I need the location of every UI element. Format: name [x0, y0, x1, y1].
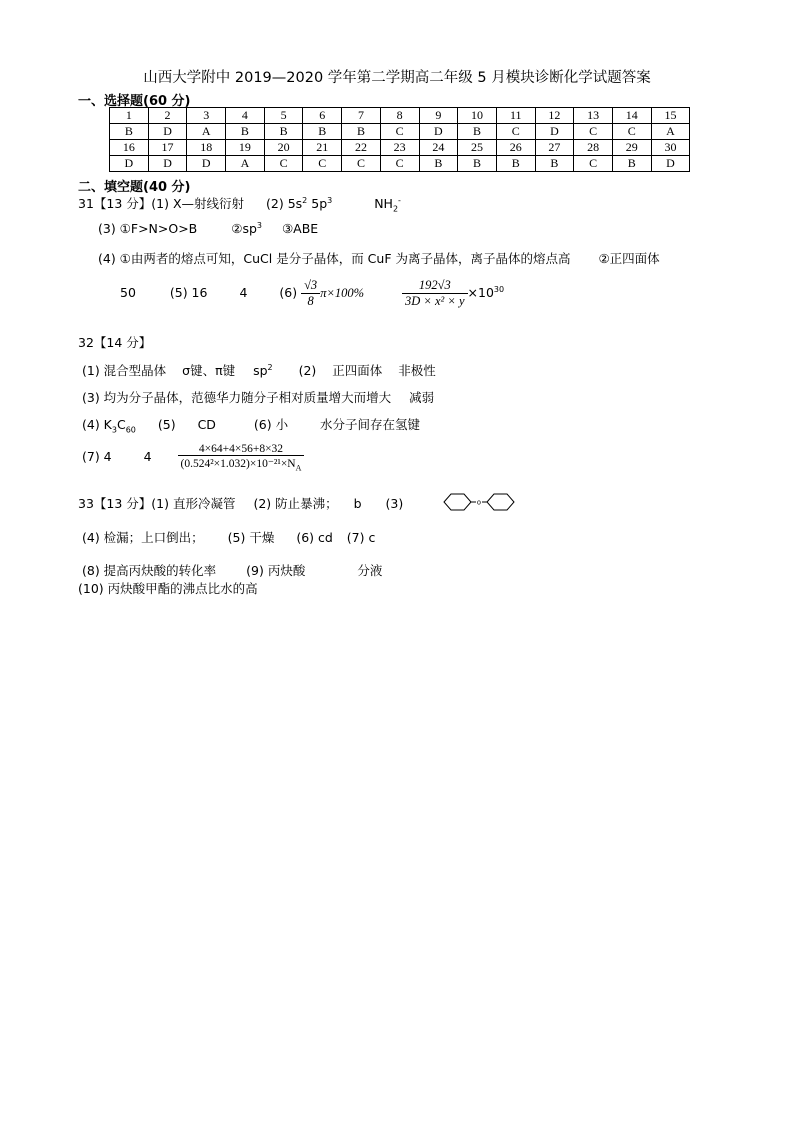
q31-answer-3-abe: ③ABE — [281, 221, 319, 237]
q31-nh-text: NH — [374, 196, 393, 211]
table-cell: C — [574, 124, 613, 140]
fraction-numerator: √3 — [301, 278, 320, 294]
table-cell: C — [612, 124, 651, 140]
q31-answer-2 — [266, 196, 332, 211]
fraction-denominator: 3D × x² × y — [405, 294, 465, 308]
q32-answer-7-b: 4 — [143, 449, 152, 465]
q32-sp-sup: 2 — [267, 362, 273, 372]
table-cell: 6 — [303, 108, 342, 124]
table-cell: 22 — [342, 140, 381, 156]
q32-k-text: (4) K — [82, 417, 112, 432]
q33-line-2 — [82, 528, 375, 546]
q31-sp-text: ②sp — [231, 221, 257, 237]
q32-heading: 32【14 分】 — [78, 335, 152, 350]
q31-heading: 31【13 分】 — [78, 196, 152, 211]
fraction-denominator: (0.524²×1.032)×10⁻²¹×N — [180, 458, 296, 470]
q31-nh-sub: 2 — [392, 204, 399, 214]
q31-answer-4-number: 50 — [120, 285, 136, 300]
q32-answer-7: (7) 4 — [82, 449, 112, 465]
q32-line-3 — [82, 415, 420, 435]
q32-line-2 — [82, 388, 434, 406]
q33-answer-2: (2) 防止暴沸； — [253, 496, 338, 511]
q31-answer-5: (5) 16 — [169, 285, 208, 300]
table-cell: 23 — [380, 140, 419, 156]
q32-answer-5-label: (5) — [157, 417, 176, 432]
q33-line-1 — [78, 494, 403, 512]
table-cell: 21 — [303, 140, 342, 156]
table-cell: 15 — [651, 108, 690, 124]
table-cell: 12 — [535, 108, 574, 124]
q31-answer-3-hybrid — [231, 221, 262, 236]
q31-line-3 — [98, 249, 660, 267]
table-cell: D — [148, 156, 187, 172]
table-cell: 16 — [110, 140, 149, 156]
table-cell: A — [187, 124, 226, 140]
table-cell: B — [264, 124, 303, 140]
q33-answer-3-label: (3) — [385, 496, 404, 511]
fraction-numerator: 192√3 — [402, 278, 468, 294]
q33-answer-6: (6) cd — [296, 530, 333, 545]
table-cell: 9 — [419, 108, 458, 124]
q32-answer-2-shape: 正四面体 — [332, 363, 383, 378]
table-row — [110, 108, 690, 124]
q31-exponent: 30 — [493, 284, 505, 294]
q33-answer-2-b: b — [353, 496, 362, 511]
table-cell: 1 — [110, 108, 149, 124]
table-cell: B — [535, 156, 574, 172]
q31-sp-sup: 3 — [256, 221, 262, 230]
table-cell: C — [303, 156, 342, 172]
q33-answer-4: (4) 检漏；上口倒出； — [82, 530, 204, 545]
q33-line-4: (10) 丙炔酸甲酯的沸点比水的高 — [78, 581, 258, 596]
q31-answer-3-order: (3) ①F>N>O>B — [98, 221, 198, 237]
q31-line-1 — [78, 194, 401, 214]
table-cell: A — [651, 124, 690, 140]
table-cell: B — [226, 124, 265, 140]
q32-k-sub: 3 — [111, 425, 117, 435]
table-cell: C — [496, 124, 535, 140]
fraction-denominator: 8 — [307, 294, 314, 308]
table-cell: C — [380, 156, 419, 172]
section-multiple-choice-heading: 一、选择题(60 分) — [78, 94, 191, 109]
q32-answer-3-trend: 减弱 — [409, 390, 435, 405]
q31-line-2 — [98, 221, 318, 236]
answer-table — [109, 107, 690, 172]
table-cell: 27 — [535, 140, 574, 156]
q32-answer-2-label: (2) — [298, 363, 317, 378]
q32-answer-6: (6) 小 — [253, 417, 289, 432]
q31-answer-2-sup1: 2 — [302, 195, 308, 205]
table-cell: D — [651, 156, 690, 172]
table-cell: 2 — [148, 108, 187, 124]
table-cell: C — [574, 156, 613, 172]
table-cell: B — [612, 156, 651, 172]
q32-answer-5: CD — [197, 417, 216, 432]
q31-nh-sup: - — [398, 195, 401, 205]
q33-heading: 33【13 分】 — [78, 496, 152, 511]
q32-answer-4 — [82, 417, 136, 435]
table-cell: 10 — [458, 108, 497, 124]
table-cell: 18 — [187, 140, 226, 156]
table-cell: B — [110, 124, 149, 140]
q31-fraction-1 — [301, 278, 320, 309]
table-cell: 28 — [574, 140, 613, 156]
table-cell: 19 — [226, 140, 265, 156]
table-cell: C — [380, 124, 419, 140]
table-cell: B — [419, 156, 458, 172]
q31-fraction-2 — [402, 278, 468, 309]
fraction-denominator-wrap — [178, 456, 305, 472]
svg-text:o: o — [477, 499, 481, 507]
table-row — [110, 156, 690, 172]
table-cell: B — [496, 156, 535, 172]
q32-sp-text: sp — [253, 363, 268, 378]
table-cell: 24 — [419, 140, 458, 156]
table-cell: 11 — [496, 108, 535, 124]
q32-line-4 — [82, 443, 304, 472]
table-cell: 13 — [574, 108, 613, 124]
q33-answer-9: (9) 丙炔酸 — [246, 563, 306, 578]
page-title: 山西大学附中 2019—2020 学年第二学期高二年级 5 月模块诊断化学试题答案 — [143, 70, 651, 86]
table-cell: A — [226, 156, 265, 172]
ether-structure-diagram — [442, 491, 516, 513]
table-cell: 25 — [458, 140, 497, 156]
fraction-numerator: 4×64+4×56+8×32 — [178, 443, 305, 456]
table-cell: B — [342, 124, 381, 140]
table-cell: 20 — [264, 140, 303, 156]
table-cell: 17 — [148, 140, 187, 156]
q31-answer-4-shape: ②正四面体 — [598, 251, 660, 266]
q31-answer-2-sup2: 3 — [327, 195, 333, 205]
table-cell: B — [303, 124, 342, 140]
table-cell: 7 — [342, 108, 381, 124]
table-cell: 5 — [264, 108, 303, 124]
table-cell: D — [535, 124, 574, 140]
q31-answer-1: (1) X—射线衍射 — [151, 196, 245, 211]
q32-answer-2-polarity: 非极性 — [398, 363, 436, 378]
table-row — [110, 140, 690, 156]
q32-fraction — [178, 443, 305, 472]
q31-answer-4-reason: (4) ①由两者的熔点可知，CuCl 是分子晶体，而 CuF 为离子晶体，离子晶体的熔点高 — [98, 251, 571, 266]
q31-answer-5-b: 4 — [239, 285, 248, 300]
q32-answer-1-bonds: σ键、π键 — [182, 363, 236, 378]
table-cell: 4 — [226, 108, 265, 124]
q32-c-sub: 60 — [125, 425, 136, 435]
table-cell: 3 — [187, 108, 226, 124]
q31-times-ten: ×10 — [467, 285, 494, 300]
q32-line-1 — [82, 361, 436, 379]
q31-fraction-1-tail: π×100% — [320, 286, 365, 300]
q32-c-text: C — [116, 417, 126, 432]
table-cell: D — [187, 156, 226, 172]
q32-answer-3: (3) 均为分子晶体，范德华力随分子相对质量增大而增大 — [82, 390, 392, 405]
table-row — [110, 124, 690, 140]
table-cell: D — [148, 124, 187, 140]
q33-answer-5: (5) 干燥 — [227, 530, 275, 545]
q31-fraction-2-tail — [468, 285, 505, 300]
table-cell: D — [110, 156, 149, 172]
table-cell: 8 — [380, 108, 419, 124]
table-cell: C — [342, 156, 381, 172]
q31-answer-6-label: (6) — [279, 285, 298, 300]
q32-answer-6-reason: 水分子间存在氢键 — [320, 417, 421, 432]
q32-answer-1-hybrid — [253, 363, 273, 378]
q32-answer-1: (1) 混合型晶体 — [82, 363, 167, 378]
table-cell: C — [264, 156, 303, 172]
q31-answer-2-text: (2) 5s — [266, 196, 303, 211]
q33-answer-8: (8) 提高丙炔酸的转化率 — [82, 563, 217, 578]
section-fill-in-heading: 二、填空题(40 分) — [78, 180, 191, 195]
q31-answer-2-text-b: 5p — [307, 196, 328, 211]
q31-answer-nh2 — [374, 195, 401, 214]
table-cell: D — [419, 124, 458, 140]
fraction-denominator-sub: A — [295, 463, 302, 473]
q31-line-4 — [120, 278, 504, 309]
table-cell: 14 — [612, 108, 651, 124]
table-cell: 30 — [651, 140, 690, 156]
table-cell: 26 — [496, 140, 535, 156]
table-cell: B — [458, 124, 497, 140]
q33-answer-9-method: 分液 — [357, 563, 383, 578]
q33-line-3 — [82, 561, 382, 579]
table-cell: 29 — [612, 140, 651, 156]
table-cell: B — [458, 156, 497, 172]
q33-answer-1: (1) 直形冷凝管 — [151, 496, 236, 511]
q33-answer-7: (7) c — [346, 530, 376, 545]
